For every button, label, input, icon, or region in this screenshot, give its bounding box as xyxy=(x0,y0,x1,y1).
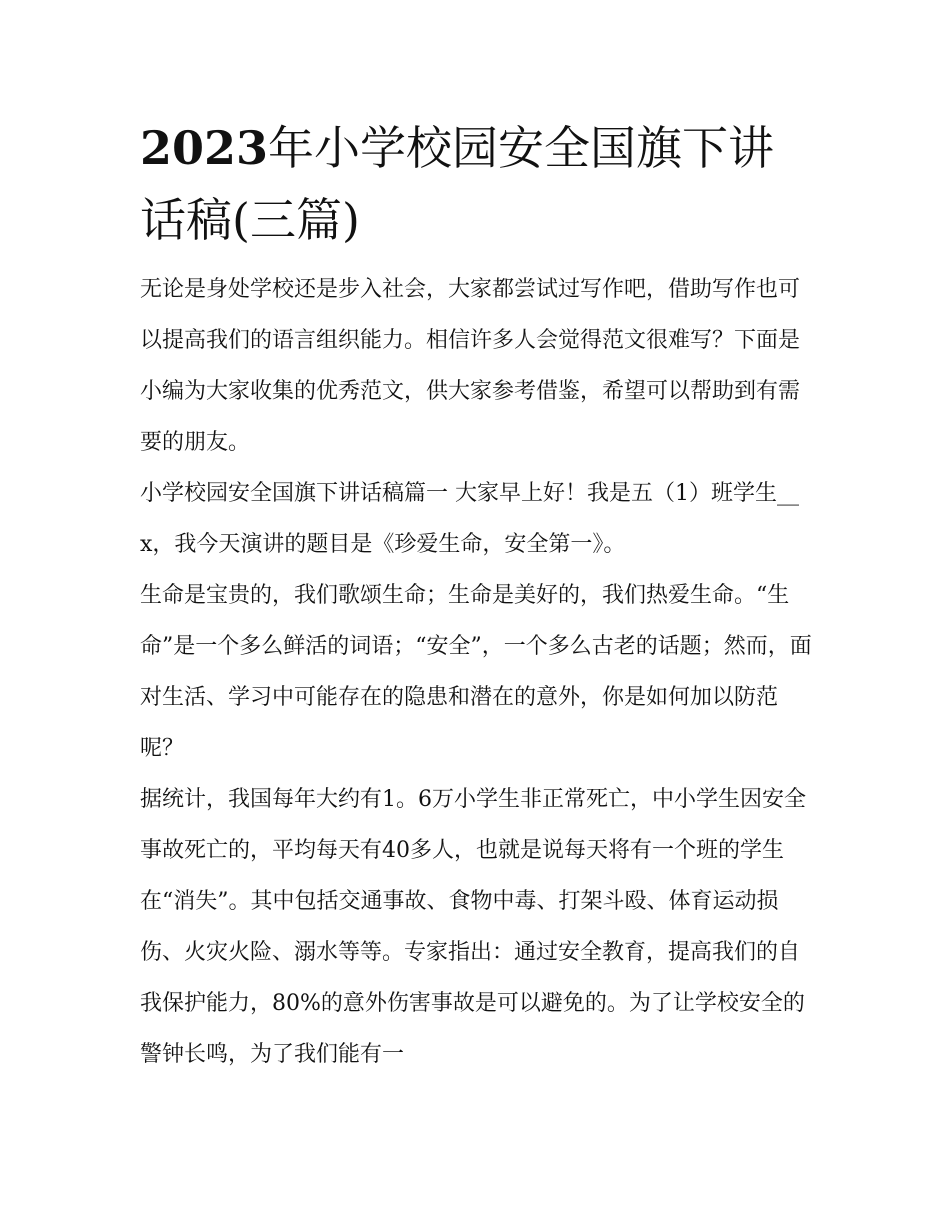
paragraph-speech-opening: 小学校园安全国旗下讲话稿篇一 大家早上好！我是五（1）班学生__x，我今天演讲的题目是《珍爱生命，安全第一》。 xyxy=(140,481,799,557)
title-year: 2023 xyxy=(140,121,269,175)
document-content xyxy=(140,112,820,1080)
paragraph-life-value: 生命是宝贵的，我们歌颂生命；生命是美好的，我们热爱生命。“生命”是一个多么鲜活的词语；“安全”，一个多么古老的话题；然而，面对生活、学习中可能存在的隐患和潜在的意外，你是如何加以防范呢？ xyxy=(140,583,812,761)
title-text: 年小学校园安全国旗下讲话稿(三篇) xyxy=(140,121,775,247)
paragraph-statistics: 据统计，我国每年大约有1。6万小学生非正常死亡，中小学生因安全事故死亡的，平均每天有40多人，也就是说每天将有一个班的学生在“消失”。其中包括交通事故、食物中毒、打架斗殴、体育运动损伤、火灾火险、溺水等等。专家指出：通过安全教育，提高我们的自我保护能力，80%的意外伤害事故是可以避免的。为了让学校安全的警钟长鸣，为了我们能有一 xyxy=(140,787,806,1067)
paragraph-intro: 无论是身处学校还是步入社会，大家都尝试过写作吧，借助写作也可以提高我们的语言组织能力。相信许多人会觉得范文很难写？下面是小编为大家收集的优秀范文，供大家参考借鉴，希望可以帮助到有需要的朋友。 xyxy=(140,277,801,455)
document-title xyxy=(140,112,820,256)
